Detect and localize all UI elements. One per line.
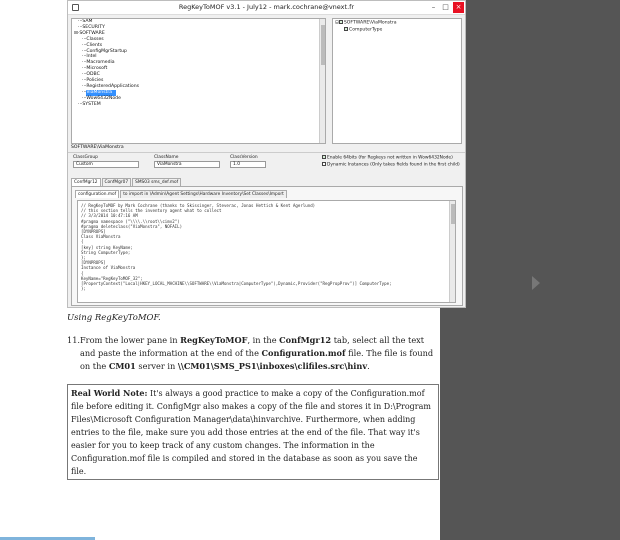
code-line: String ComputerType; — [81, 249, 131, 255]
class-name-input[interactable]: ViaMonstra — [154, 161, 220, 168]
code-line: KeyName="RegKeyToMOF_32"; — [81, 275, 143, 281]
code-line: #pragma deleteclass("ViaMonstra", NOFAIL) — [81, 223, 183, 229]
code-line: #pragma namespace ("\\\\.\\root\\cimv2") — [81, 218, 180, 224]
tree-item[interactable]: ···ODBC — [82, 72, 100, 78]
dynamic-instances-option[interactable]: Dynamic Instances (Only takes fields found in the first child) — [322, 162, 460, 168]
mof-tabs — [71, 178, 182, 186]
checkbox-icon[interactable] — [339, 20, 343, 24]
key-tree-child[interactable]: ComputerType — [335, 27, 459, 34]
tab-confmgr07[interactable]: ConfMgr07 — [102, 178, 132, 186]
tree-item[interactable]: ···ConfigMgrStartup — [82, 48, 127, 54]
code-line: }; — [81, 286, 86, 292]
window-title: RegKeyToMOF v3.1 - July12 - mark.cochrane@vnext.fr — [178, 3, 355, 11]
tree-item[interactable]: ···Classes — [82, 36, 104, 42]
scrollbar[interactable] — [449, 201, 455, 302]
code-line: [DYNPROPS] — [81, 229, 106, 235]
figure-caption: Using RegKeyToMOF. — [67, 313, 161, 323]
key-tree-root[interactable]: ⊟ SOFTWARE\ViaMonstra — [335, 20, 397, 26]
real-world-note — [67, 384, 439, 480]
maximize-button[interactable]: □ — [442, 3, 449, 11]
registry-tree[interactable] — [71, 18, 326, 144]
code-line: // this section tells the inventory agent what to collect — [81, 208, 222, 214]
checkbox-icon[interactable] — [322, 162, 326, 166]
scrollbar[interactable] — [319, 19, 325, 143]
code-line: Instance of ViaMonstra — [81, 265, 136, 271]
enable-64bit-option[interactable]: Enable 64bits (for Regkeys not written in Wow6432Node) — [322, 155, 453, 161]
code-line: }; — [81, 255, 86, 261]
divider — [68, 152, 465, 153]
next-page-arrow-icon[interactable] — [532, 276, 540, 290]
note-label: Real World Note: — [71, 388, 148, 398]
tree-item[interactable]: ···SYSTEM — [78, 101, 101, 107]
tab-sms03[interactable]: SMS03 sms_def.mof — [132, 178, 181, 186]
tree-item[interactable]: ···SAM — [78, 19, 93, 24]
code-line: [PropertyContext("Local|HKEY_LOCAL_MACHINE\\SOFTWARE\\ViaMonstra|ComputerType"),Dynamic,Provider("RegPropProv")] ComputerType; — [81, 281, 392, 287]
mof-code-text[interactable] — [77, 200, 456, 303]
minimize-button[interactable]: – — [431, 3, 436, 11]
selected-path: SOFTWARE\ViaMonstra — [71, 145, 124, 150]
subtab-configuration-mof[interactable]: configuration.mof — [75, 190, 119, 198]
title-bar — [68, 1, 465, 15]
note-text: It's always a good practice to make a copy of the Configuration.mof file before editing it. ConfigMgr also makes a copy of the file and stores it in D:\Program Files\Microsoft Configuration Manager\data\hinvarchive. Furthermore, when adding entries to the file, make sure you add those entries at the end of the file. That way it's easier for you to keep track of any custom changes. The information in the Configuration.mof file is compiled and stored in the database as soon as you save the file. — [71, 389, 431, 476]
mof-subtabs — [75, 190, 288, 198]
regkeytomof-screenshot — [67, 0, 466, 308]
checkbox-icon[interactable] — [344, 27, 348, 31]
tree-item[interactable]: ⊟·SOFTWARE — [74, 30, 105, 36]
code-line: { — [81, 270, 84, 276]
class-name-label: ClassName — [154, 155, 179, 160]
class-version-input[interactable]: 1.0 — [230, 161, 266, 168]
checkbox-icon[interactable] — [322, 155, 326, 159]
close-button[interactable]: × — [453, 2, 464, 13]
code-line: [DYNPROPS] — [81, 260, 106, 266]
class-group-input[interactable]: Custom — [73, 161, 139, 168]
step-text: From the lower pane in RegKeyToMOF, in the ConfMgr12 tab, select all the text and paste the information at the end of the Configuration.mof file. The file is found on the CM01 server in \\CM01\SMS_PS1\inboxes\clifiles.src\hinv. — [80, 335, 434, 371]
tab-confmgr12[interactable]: ConfMgr12 — [71, 178, 101, 186]
code-line: // RegKeyToMOF by Mark Cochrane (thanks to Skissinger, Steverac, Jonas Hettich & Kent Agerlund) — [81, 203, 316, 208]
tree-item[interactable]: ···Macromedia — [82, 60, 115, 66]
tree-item[interactable]: ···RegisteredApplications — [82, 83, 140, 89]
tree-item[interactable]: ···Clients — [82, 42, 103, 48]
code-line: Class ViaMonstra — [81, 234, 121, 240]
tab-panel — [71, 186, 463, 306]
reader-side-panel — [440, 0, 620, 540]
tree-item[interactable]: ···Policies — [82, 78, 104, 84]
code-line: [key] string KeyName; — [81, 244, 133, 250]
subtab-import[interactable]: to import in \Admin\Agent Settings\Hardware Inventory\Set Classes\Import — [120, 190, 287, 198]
code-line: // 3/3/2014 10:47:16 AM — [81, 213, 138, 219]
code-line: { — [81, 239, 84, 245]
tree-item[interactable]: ···Microsoft — [82, 66, 108, 72]
step-number: 11. — [67, 335, 81, 345]
class-group-label: ClassGroup — [73, 155, 98, 160]
tree-item[interactable]: ···Wow6432Node — [82, 95, 121, 101]
tree-item[interactable]: ···Intel — [82, 54, 97, 60]
tree-item[interactable]: ···SECURITY — [78, 24, 105, 30]
class-version-label: ClassVersion — [230, 155, 258, 160]
key-tree[interactable] — [332, 18, 462, 144]
tree-item[interactable]: ···ViaMonstra — [72, 90, 325, 96]
